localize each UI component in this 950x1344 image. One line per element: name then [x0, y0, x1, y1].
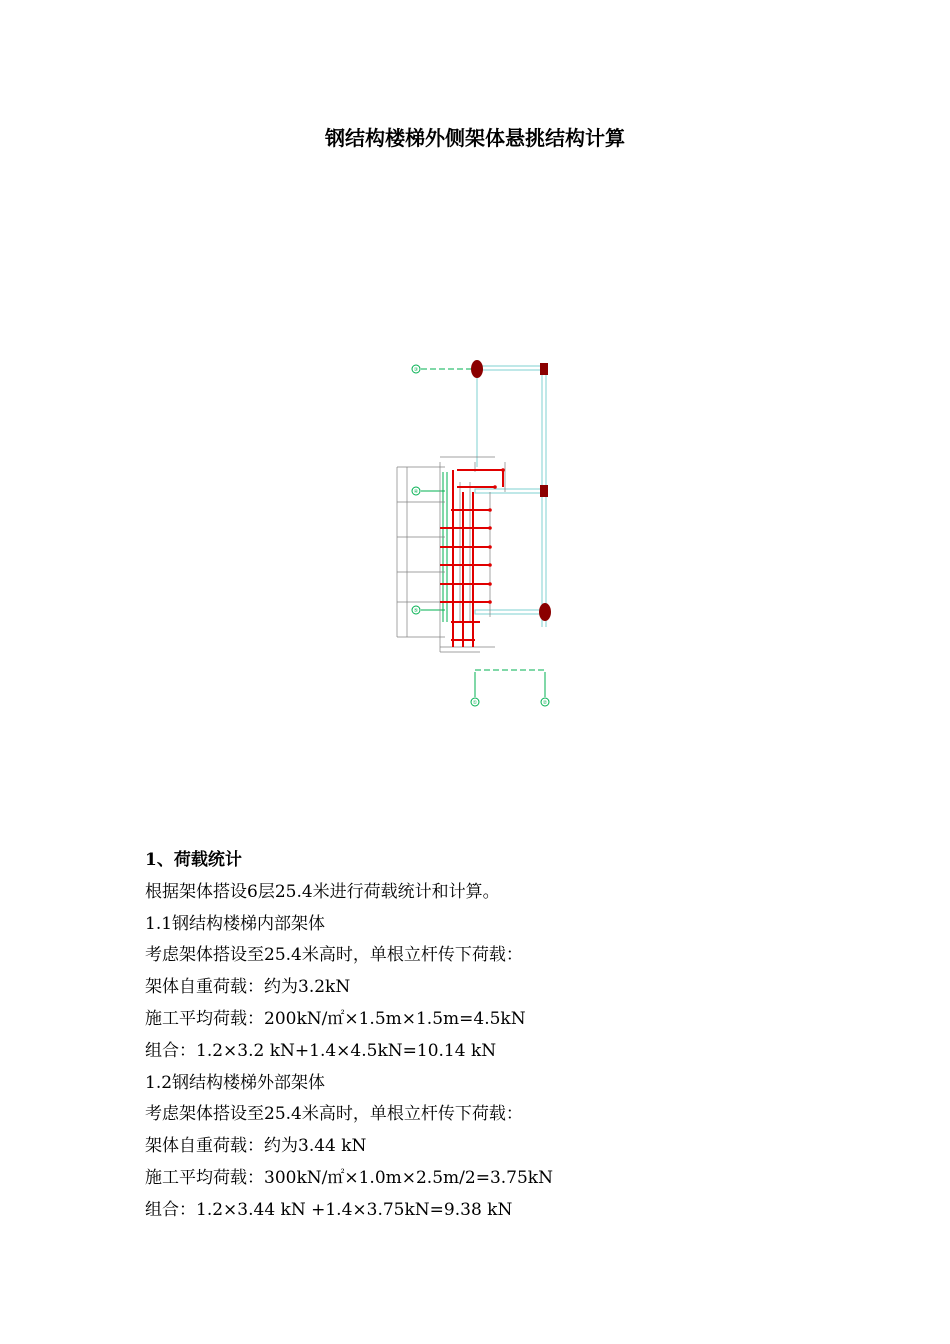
axis-label: ② [542, 700, 548, 706]
paragraph-line: 考虑架体搭设至25.4米高时，单根立杆传下荷载： [145, 945, 523, 966]
paragraph-line: 施工平均荷载：300kN/㎡×1.0m×2.5m/2=3.75kN [145, 1167, 553, 1188]
section-heading: 1、荷载统计 [145, 850, 242, 870]
axis-label: ① [472, 700, 478, 706]
paragraph-line: 1.2钢结构楼梯外部架体 [145, 1072, 326, 1093]
paragraph-line: 组合：1.2×3.44 kN +1.4×3.75kN=9.38 kN [145, 1199, 513, 1220]
paragraph-line: 根据架体搭设6层25.4米进行荷载统计和计算。 [145, 881, 500, 902]
document-title: 钢结构楼梯外侧架体悬挑结构计算 [325, 126, 625, 150]
axis-label: ④ [413, 489, 419, 495]
structure-plan-drawing [385, 352, 565, 712]
paragraph-line: 1.1钢结构楼梯内部架体 [145, 913, 326, 934]
section-load-statistics [145, 845, 845, 1227]
axis-label: ⑤ [413, 608, 419, 614]
axis-label: ③ [413, 367, 419, 373]
paragraph-line: 施工平均荷载：200kN/㎡×1.5m×1.5m=4.5kN [145, 1008, 526, 1029]
paragraph-line: 架体自重荷载：约为3.44 kN [145, 1136, 367, 1157]
paragraph-line: 架体自重荷载：约为3.2kN [145, 977, 351, 998]
paragraph-line: 组合：1.2×3.2 kN+1.4×4.5kN=10.14 kN [145, 1040, 497, 1061]
paragraph-line: 考虑架体搭设至25.4米高时，单根立杆传下荷载： [145, 1104, 523, 1125]
